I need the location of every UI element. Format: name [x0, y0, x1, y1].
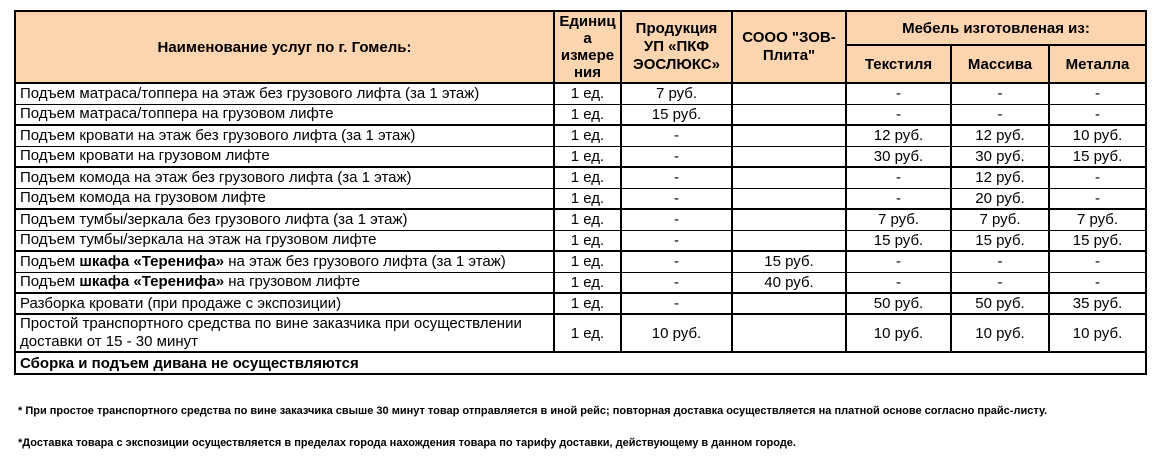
- textile-price-cell: 7 руб.: [846, 209, 951, 230]
- summary-note: Сборка и подъем дивана не осуществляются: [15, 352, 1146, 374]
- metal-price-cell: 15 руб.: [1049, 230, 1146, 251]
- metal-price-cell: 10 руб.: [1049, 125, 1146, 146]
- header-services: Наименование услуг по г. Гомель:: [15, 11, 554, 83]
- service-name-cell: Разборка кровати (при продаже с экспозиции): [15, 293, 554, 314]
- textile-price-cell: 10 руб.: [846, 314, 951, 352]
- pkf-price-cell: -: [621, 167, 732, 188]
- service-name-cell: Подъем матраса/топпера на этаж без грузового лифта (за 1 этаж): [15, 83, 554, 104]
- unit-cell: 1 ед.: [554, 188, 621, 209]
- table-header: [15, 11, 1146, 83]
- table-row: [15, 83, 1146, 104]
- zov-price-cell: [732, 188, 846, 209]
- solid-wood-price-cell: 10 руб.: [951, 314, 1049, 352]
- metal-price-cell: -: [1049, 272, 1146, 293]
- textile-price-cell: -: [846, 83, 951, 104]
- header-zov-plita: СООО "ЗОВ-Плита": [732, 11, 846, 83]
- table-row: [15, 293, 1146, 314]
- solid-wood-price-cell: 7 руб.: [951, 209, 1049, 230]
- table-row: [15, 146, 1146, 167]
- solid-wood-price-cell: 12 руб.: [951, 125, 1049, 146]
- pkf-price-cell: -: [621, 272, 732, 293]
- service-name-cell: Подъем тумбы/зеркала без грузового лифта (за 1 этаж): [15, 209, 554, 230]
- solid-wood-price-cell: -: [951, 272, 1049, 293]
- table-row: [15, 125, 1146, 146]
- table-row: [15, 167, 1146, 188]
- service-name-cell: Подъем матраса/топпера на грузовом лифте: [15, 104, 554, 125]
- service-name-cell: Подъем шкафа «Теренифа» на грузовом лифте: [15, 272, 554, 293]
- textile-price-cell: 15 руб.: [846, 230, 951, 251]
- solid-wood-price-cell: -: [951, 104, 1049, 125]
- header-textile: Текстиля: [846, 45, 951, 83]
- unit-cell: 1 ед.: [554, 104, 621, 125]
- zov-price-cell: [732, 104, 846, 125]
- zov-price-cell: [732, 209, 846, 230]
- textile-price-cell: -: [846, 188, 951, 209]
- zov-price-cell: [732, 167, 846, 188]
- metal-price-cell: -: [1049, 83, 1146, 104]
- pkf-price-cell: -: [621, 209, 732, 230]
- pkf-price-cell: -: [621, 230, 732, 251]
- pkf-price-cell: 7 руб.: [621, 83, 732, 104]
- service-name-cell: Простой транспортного средства по вине заказчика при осуществлении доставки от 15 - 30 минут: [15, 314, 554, 352]
- service-name-cell: Подъем комода на грузовом лифте: [15, 188, 554, 209]
- zov-price-cell: [732, 293, 846, 314]
- metal-price-cell: 7 руб.: [1049, 209, 1146, 230]
- pkf-price-cell: -: [621, 188, 732, 209]
- solid-wood-price-cell: 15 руб.: [951, 230, 1049, 251]
- textile-price-cell: 12 руб.: [846, 125, 951, 146]
- solid-wood-price-cell: 20 руб.: [951, 188, 1049, 209]
- textile-price-cell: -: [846, 251, 951, 272]
- pkf-price-cell: -: [621, 251, 732, 272]
- table-summary: [15, 352, 1146, 374]
- service-name-cell: Подъем кровати на грузовом лифте: [15, 146, 554, 167]
- zov-price-cell: [732, 314, 846, 352]
- table-row: [15, 314, 1146, 352]
- service-name-cell: Подъем комода на этаж без грузового лифта (за 1 этаж): [15, 167, 554, 188]
- zov-price-cell: [732, 146, 846, 167]
- footnote-idle-time: * При простое транспортного средства по вине заказчика свыше 30 минут товар отправляется в иной рейс; повторная доставка осуществляется на платной основе согласно прайс-листу.: [18, 405, 1048, 417]
- unit-cell: 1 ед.: [554, 314, 621, 352]
- table-row: [15, 230, 1146, 251]
- pkf-price-cell: -: [621, 293, 732, 314]
- unit-cell: 1 ед.: [554, 293, 621, 314]
- solid-wood-price-cell: 12 руб.: [951, 167, 1049, 188]
- header-pkf-eoslux: Продукция УП «ПКФ ЭОСЛЮКС»: [621, 11, 732, 83]
- summary-row: [15, 352, 1146, 374]
- metal-price-cell: -: [1049, 188, 1146, 209]
- table-row: [15, 272, 1146, 293]
- table-row: [15, 251, 1146, 272]
- textile-price-cell: -: [846, 104, 951, 125]
- textile-price-cell: 50 руб.: [846, 293, 951, 314]
- metal-price-cell: 15 руб.: [1049, 146, 1146, 167]
- textile-price-cell: -: [846, 272, 951, 293]
- zov-price-cell: 40 руб.: [732, 272, 846, 293]
- pkf-price-cell: -: [621, 125, 732, 146]
- pkf-price-cell: 10 руб.: [621, 314, 732, 352]
- unit-cell: 1 ед.: [554, 167, 621, 188]
- table-body: [15, 83, 1146, 352]
- table-row: [15, 104, 1146, 125]
- solid-wood-price-cell: -: [951, 83, 1049, 104]
- solid-wood-price-cell: 30 руб.: [951, 146, 1049, 167]
- header-furniture-group: Мебель изготовленая из:: [846, 11, 1146, 45]
- unit-cell: 1 ед.: [554, 146, 621, 167]
- header-solid-wood: Массива: [951, 45, 1049, 83]
- header-metal: Металла: [1049, 45, 1146, 83]
- service-name-cell: Подъем тумбы/зеркала на этаж на грузовом лифте: [15, 230, 554, 251]
- unit-cell: 1 ед.: [554, 230, 621, 251]
- zov-price-cell: 15 руб.: [732, 251, 846, 272]
- service-name-cell: Подъем кровати на этаж без грузового лифта (за 1 этаж): [15, 125, 554, 146]
- metal-price-cell: -: [1049, 104, 1146, 125]
- unit-cell: 1 ед.: [554, 209, 621, 230]
- metal-price-cell: 10 руб.: [1049, 314, 1146, 352]
- unit-cell: 1 ед.: [554, 251, 621, 272]
- pkf-price-cell: -: [621, 146, 732, 167]
- service-name-cell: Подъем шкафа «Теренифа» на этаж без грузового лифта (за 1 этаж): [15, 251, 554, 272]
- unit-cell: 1 ед.: [554, 83, 621, 104]
- price-table: [14, 10, 1147, 375]
- solid-wood-price-cell: -: [951, 251, 1049, 272]
- metal-price-cell: 35 руб.: [1049, 293, 1146, 314]
- footnote-exposition-delivery: *Доставка товара с экспозиции осуществляется в пределах города нахождения товара по тарифу доставки, действующему в данном городе.: [18, 437, 796, 449]
- textile-price-cell: 30 руб.: [846, 146, 951, 167]
- table-row: [15, 188, 1146, 209]
- header-unit: Единица измерения: [554, 11, 621, 83]
- zov-price-cell: [732, 125, 846, 146]
- table-row: [15, 209, 1146, 230]
- textile-price-cell: -: [846, 167, 951, 188]
- metal-price-cell: -: [1049, 167, 1146, 188]
- unit-cell: 1 ед.: [554, 125, 621, 146]
- zov-price-cell: [732, 83, 846, 104]
- zov-price-cell: [732, 230, 846, 251]
- pkf-price-cell: 15 руб.: [621, 104, 732, 125]
- unit-cell: 1 ед.: [554, 272, 621, 293]
- solid-wood-price-cell: 50 руб.: [951, 293, 1049, 314]
- metal-price-cell: -: [1049, 251, 1146, 272]
